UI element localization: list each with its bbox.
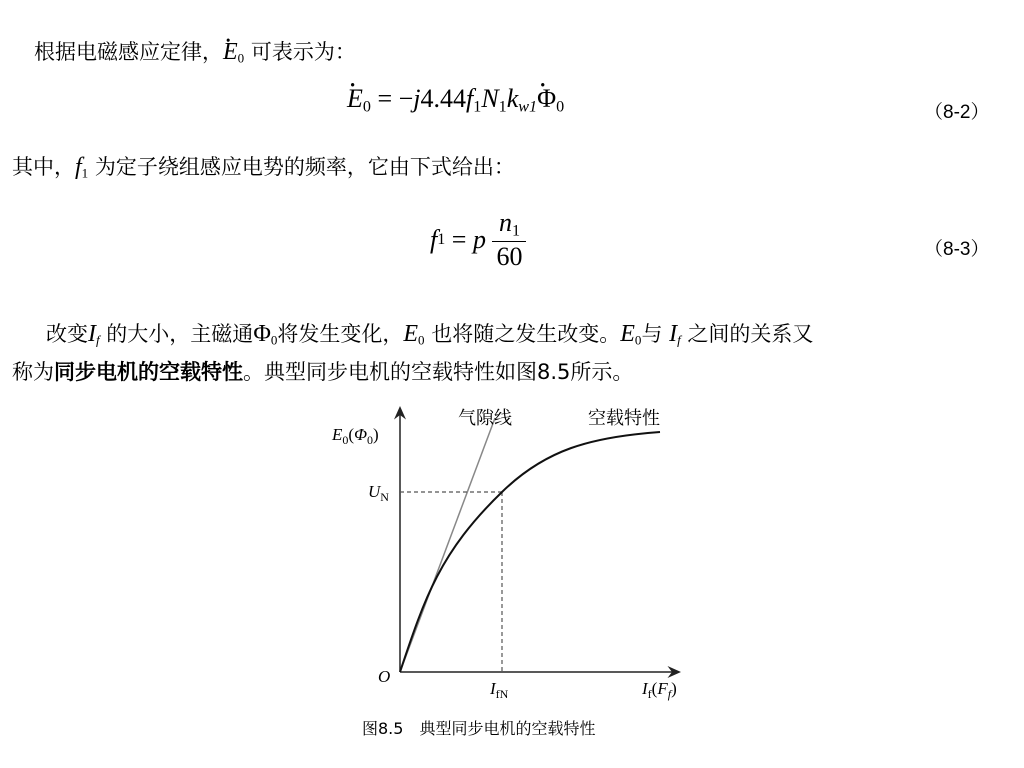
equation-8-2 [347,84,564,117]
eq83-numerator: $n_1$ [498,208,520,240]
y-axis-label: $E_0(\Phi_0)$ [332,425,379,447]
equation-8-3 [430,200,526,280]
eq82-equals: = − [370,84,414,113]
eq82-f: f [466,84,474,113]
origin-label: O [378,667,391,686]
para2-text-after: 为定子绕组感应电势的频率，它由下式给出： [88,155,515,179]
paragraph-3-line-2: 称为同步电机的空载特性。典型同步电机的空载特性如图8.5所示。 [12,360,634,384]
eq83-denominator: 60 [492,241,526,272]
phi0-symbol: Φ [253,321,271,347]
paragraph-3-line-1: 改变$I_f$ 的大小，主磁通$\Phi_0$将发生变化，$E_0$ 也将随之发生改变。$E_0$与 $I_f$ 之间的关系又 [46,321,814,348]
no-load-curve [400,432,660,672]
eq82-lhs: • E [347,84,363,114]
eq82-k: k [506,84,519,113]
eq82-phi-sub: 0 [556,98,565,116]
airgap-line [400,418,495,672]
if-symbol: I [88,321,96,347]
ifn-tick-label: $I_{fN}$ [490,679,509,701]
eq82-phi: • Φ [537,84,556,114]
para2-text-before: 其中， [12,155,75,179]
f1-subscript: 1 [81,165,89,181]
eq82-n-sub: 1 [498,98,507,116]
para1-text-before: 根据电磁感应定律， [34,40,223,64]
paragraph-1 [34,36,356,67]
equation-number-8-3: （8-3） [924,239,990,260]
e0-subscript: 0 [237,50,245,66]
eq83-lhs-sub: 1 [437,231,446,248]
curve-label: 空载特性 [588,408,660,429]
eq83-fraction [492,208,526,272]
e0-symbol-2: E [403,321,419,347]
un-tick-label: $U_N$ [368,482,389,504]
e0-symbol: • E [223,39,238,66]
eq82-coef: 4.44 [420,84,467,113]
eq82-n: N [481,84,499,113]
equation-number-8-2: （8-2） [924,102,990,123]
no-load-characteristic-figure [330,402,710,702]
eq82-j: j [413,84,421,113]
eq82-lhs-sub: 0 [362,98,371,116]
eq83-equals: = [445,225,473,254]
e0-symbol-3: E [620,321,635,347]
if-symbol-2: I [669,321,678,347]
eq82-k-sub: w1 [518,98,538,116]
x-axis-label: $I_f(F_f)$ [642,679,677,701]
bold-term: 同步电机的空载特性 [54,360,243,384]
figure-caption: 图8.5 典型同步电机的空载特性 [362,719,596,738]
para1-text-after: 可表示为： [244,40,356,64]
eq83-p: p [472,225,486,254]
airgap-label: 气隙线 [458,408,512,429]
paragraph-2 [12,151,515,182]
eq82-f-sub: 1 [473,98,482,116]
eq83-lhs: f [430,225,438,254]
f1-symbol: f [75,154,82,180]
